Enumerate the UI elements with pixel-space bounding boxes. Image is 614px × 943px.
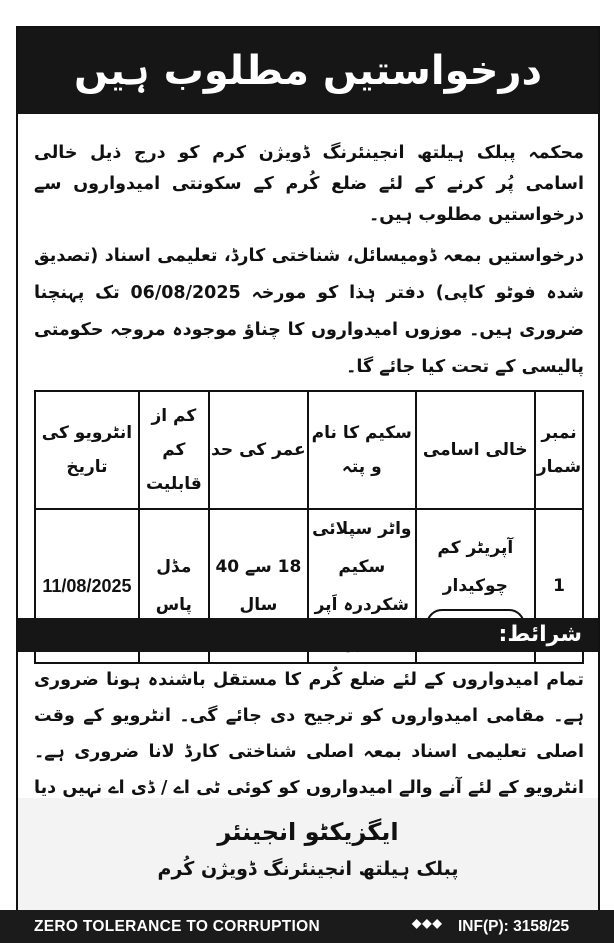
header-post: خالی اسامی: [416, 391, 535, 509]
header-bar: [18, 28, 598, 114]
header-scheme: سکیم کا نام و پتہ: [308, 391, 416, 509]
table-header-row: [35, 391, 583, 509]
footer-diamond-icons: ◆◆◆: [412, 916, 443, 930]
cell-scheme: واٹر سپلائی سکیم شکردرہ اَپر: [308, 509, 416, 663]
interview-date: 11/08/2025: [42, 575, 132, 596]
header-qualification: کم از کم قابلیت: [139, 391, 209, 509]
advertisement-page: [16, 26, 600, 910]
header-age: عمر کی حد: [209, 391, 308, 509]
header-interview-date: انٹرویو کی تاریخ: [35, 391, 139, 509]
signature-department: پبلک ہیلتھ انجینئرنگ ڈویژن کُرم: [157, 858, 459, 880]
intro-paragraph: محکمہ پبلک ہیلتھ انجینئرنگ ڈویژن کرم کو درج ذیل خالی اسامی پُر کرنے کے لئے ضلع کُرم کے سکونتی امیدواروں سے درخواستیں مطلوب ہیں۔: [34, 143, 584, 225]
header-serial: نمبر شمار: [535, 391, 583, 509]
footer-inf-number: INF(P): 3158/25: [458, 918, 570, 935]
footer-slogan: ZERO TOLERANCE TO CORRUPTION: [34, 918, 320, 935]
requirements-paragraph: درخواستیں بمعہ ڈومیسائل، شناختی کارڈ، تعلیمی اسناد (تصدیق شدہ فوٹو کاپی) دفتر ہٰذا کو مورخہ 06/08/2025 تک پہنچنا ضروری ہیں۔ موزوں امیدواروں کا چناؤ موجودہ مروجہ حکومتی پالیسی کے تحت کیا جائے گا۔: [34, 246, 584, 377]
conditions-text: تمام امیدواروں کے لئے ضلع کُرم کا مستقل باشندہ ہونا ضروری ہے۔ مقامی امیدواروں کو ترجیح دی جائے گی۔ انٹرویو کے وقت اصلی تعلیمی اسناد بمعہ اصلی شناختی کارڈ لانا ضروری ہے۔ انٹرویو کے لئے آنے والے امیدواروں کو کوئی ٹی اے / ڈی اے نہیں دیا: [34, 670, 584, 798]
conditions-bar: [18, 618, 598, 652]
conditions-title: شرائط:: [498, 622, 582, 647]
cell-serial: 1: [535, 509, 583, 663]
signature-block: [18, 798, 598, 910]
age-unit: سال: [239, 595, 278, 615]
signature-title: ایگزیکٹو انجینئر: [217, 818, 399, 846]
age-range: 18 سے 40: [215, 557, 302, 577]
post-name: آپریٹر کم چوکیدار: [437, 537, 514, 596]
cell-qualification: مڈل پاس: [139, 509, 209, 663]
page-title: درخواستیں مطلوب ہیں: [73, 48, 543, 94]
footer-bar: [0, 910, 614, 943]
